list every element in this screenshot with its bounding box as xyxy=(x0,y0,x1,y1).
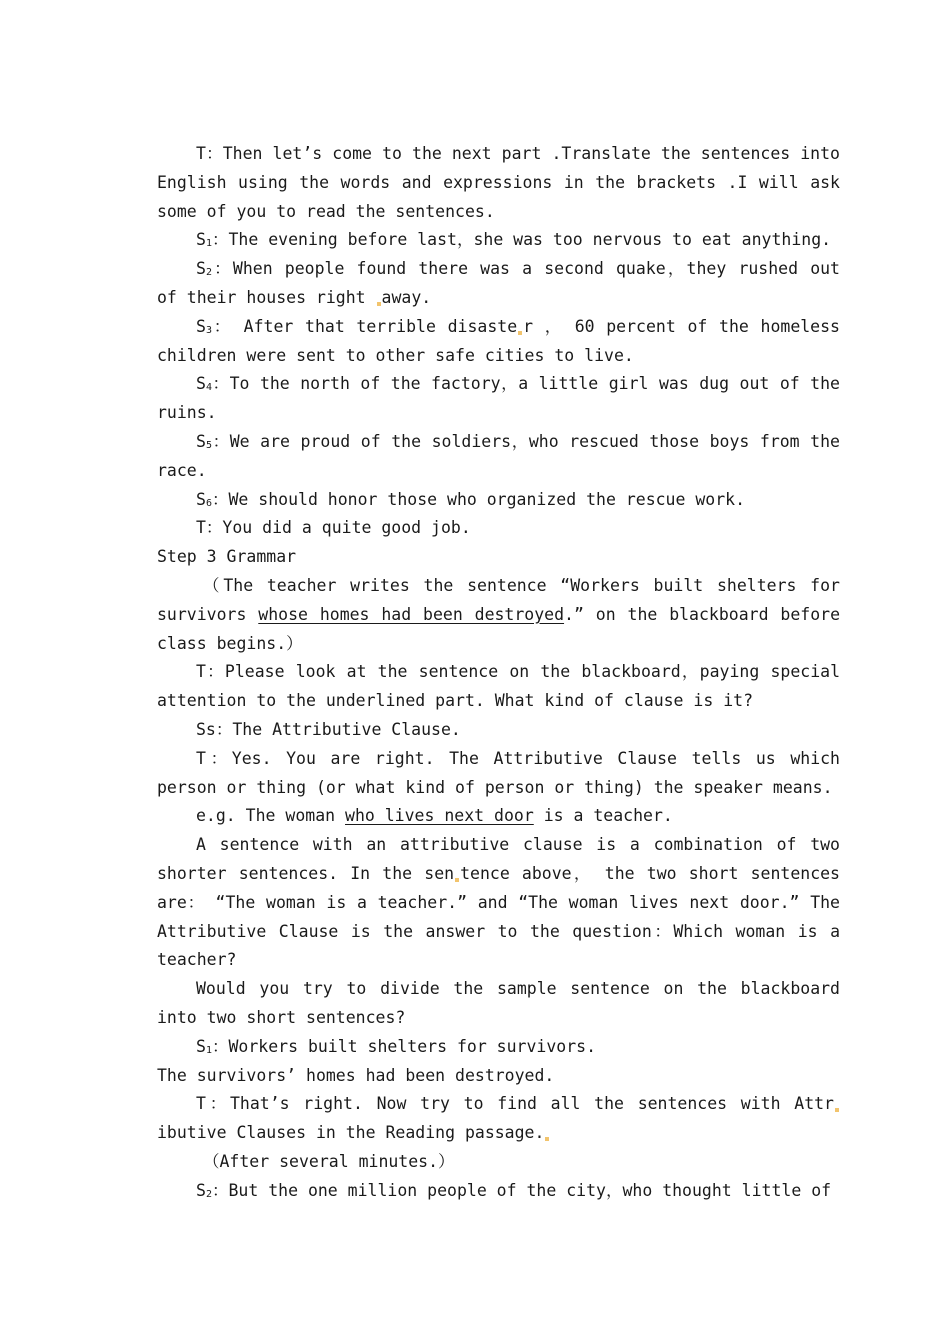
paragraph-stage-direction: （The teacher writes the sentence “Workers built shelters for survivors whose homes had been destroyed.” on the blackboard before class begins.） xyxy=(157,575,841,653)
underlined-clause: who lives next door xyxy=(345,806,534,826)
document-body xyxy=(157,140,840,1205)
section-heading-grammar: Step 3 Grammar xyxy=(157,547,297,567)
paragraph-clause-explanation: A sentence with an attributive clause is a combination of two shorter sentences. In the sen tence above， the two short sentences are： “The woman is a teacher.” and “The woman lives next door.” The Attributive Clause is the answer to the question：Which woman is a teacher? xyxy=(157,835,840,970)
paragraph-teacher-praise: T：You did a quite good job. xyxy=(196,518,471,538)
paragraph-divide-question: Would you try to divide the sample sentence on the blackboard into two short sentences? xyxy=(157,979,840,1027)
paragraph-student-reading: $S_2$：But the one million people of the city，who thought little of xyxy=(196,1180,832,1200)
paragraph-teacher-explanation: T：Yes. You are right. The Attributive Clause tells us which person or thing (or what kind of person or thing) the speaker means. xyxy=(157,748,840,797)
paragraph-student-1: $S_1$：The evening before last，she was too nervous to eat anything. xyxy=(196,230,832,250)
paragraph-student-divide: $S_1$：Workers built shelters for survivors. xyxy=(196,1036,597,1056)
paragraph-teacher-instruction: T：Then let’s come to the next part .Translate the sentences into English using the words and expressions in the brackets .I will ask some of you to read the sentences. xyxy=(157,144,840,221)
paragraph-time-note: （After several minutes.） xyxy=(203,1151,455,1171)
paragraph-teacher-question: T：Please look at the sentence on the blackboard，paying special attention to the underlined part. What kind of clause is it? xyxy=(157,662,840,711)
paragraph-teacher-task: T：That’s right. Now try to find all the sentences with Attributive Clauses in the Reading passage. xyxy=(157,1090,840,1148)
annotation-mark xyxy=(455,878,459,882)
annotation-mark xyxy=(835,1108,839,1112)
paragraph-student-3: $S_3$： After that terrible disaste r ， 60 percent of the homeless children were sent to other safe cities to live. xyxy=(157,316,840,365)
paragraph-students-answer: Ss：The Attributive Clause. xyxy=(196,719,461,739)
annotation-mark xyxy=(377,302,381,306)
paragraph-student-6: $S_6$：We should honor those who organized the rescue work. xyxy=(196,489,746,509)
underlined-clause: whose homes had been destroyed xyxy=(258,604,565,624)
annotation-mark xyxy=(545,1137,549,1141)
paragraph-example: e.g. The woman who lives next door is a teacher. xyxy=(196,806,673,826)
paragraph-student-2: $S_2$：When people found there was a second quake，they rushed out of their houses right away. xyxy=(157,259,840,307)
paragraph-second-sentence: The survivors’ homes had been destroyed. xyxy=(157,1065,555,1085)
paragraph-student-4: $S_4$：To the north of the factory，a little girl was dug out of the ruins. xyxy=(157,374,840,423)
paragraph-student-5: $S_5$：We are proud of the soldiers，who rescued those boys from the race. xyxy=(157,431,840,480)
annotation-mark xyxy=(518,331,522,335)
